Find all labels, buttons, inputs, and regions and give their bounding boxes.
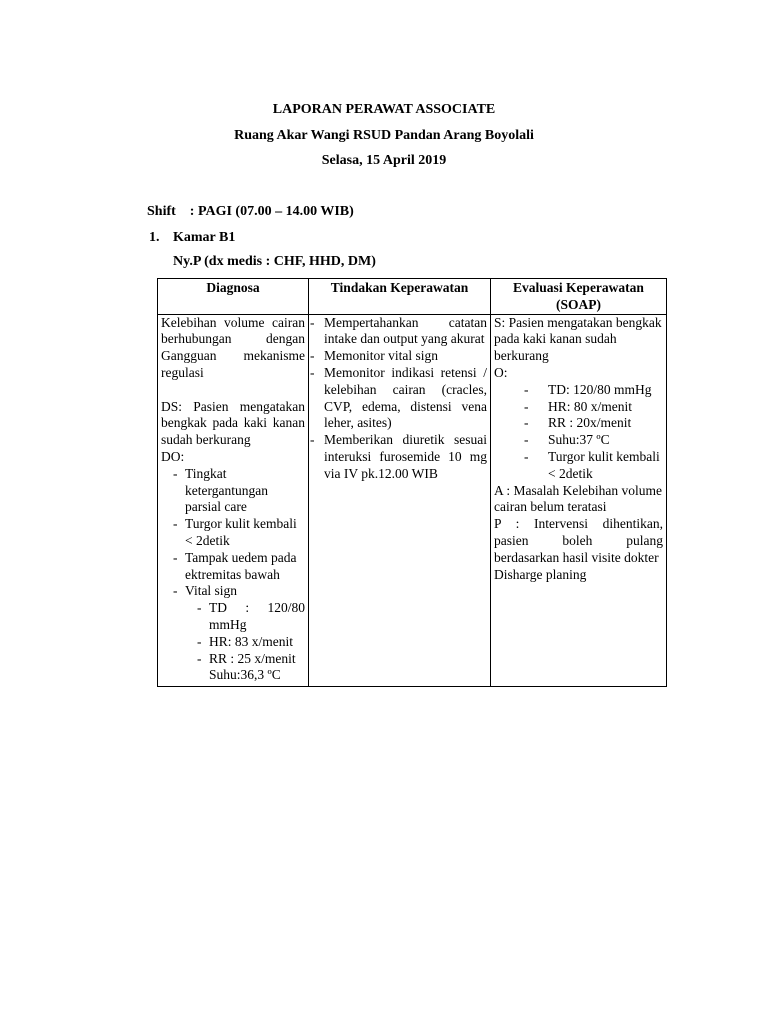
vital-sign-list [185,600,305,667]
evaluasi-extra: Disharge planing [494,566,587,582]
evaluasi-p: P : Intervensi dihentikan, pasien boleh pulang berdasarkan hasil visite dokter [494,516,663,565]
tindakan-list [312,315,487,483]
list-item: - HR: 83 x/menit [185,634,305,651]
report-location: Ruang Akar Wangi RSUD Pandan Arang Boyolali [234,128,534,143]
diagnosa-main: Kelebihan volume cairan berhubungan dengan Gangguan mekanisme regulasi [161,314,305,380]
diagnosa-ds: DS: Pasien mengatakan bengkak pada kaki kanan sudah berkurang [161,398,305,448]
list-item: - Suhu:37 ºC [524,432,663,449]
list-item: - Memonitor indikasi retensi / kelebihan cairan (cracles, CVP, edema, distensi vena leher, asites) [312,365,487,432]
list-item: - Memberikan diuretik sesuai interuksi furosemide 10 mg via IV pk.12.00 WIB [312,432,487,482]
header-diagnosa: Diagnosa [158,279,309,315]
list-item: - HR: 80 x/menit [524,399,663,416]
diagnosa-cell [158,314,309,687]
list-item: - Turgor kulit kembali < 2detik [524,449,663,483]
evaluasi-o-list [494,382,663,483]
list-item: - Memonitor vital sign [312,348,487,365]
list-item: - RR : 20x/menit [524,415,663,432]
evaluasi-s: S: Pasien mengatakan bengkak pada kaki kanan sudah berkurang [494,314,662,364]
room-name: Kamar B1 [173,230,236,245]
list-item [161,583,305,684]
shift-line: Shift : PAGI (07.00 – 14.00 WIB) [147,204,354,219]
list-item: - Tingkat ketergantungan parsial care [161,466,305,516]
patient-line: Ny.P (dx medis : CHF, HHD, DM) [173,254,376,269]
list-item: - RR : 25 x/menit [185,651,305,668]
table-row [158,314,667,687]
list-item: - TD : 120/80 mmHg [185,600,305,634]
report-title: LAPORAN PERAWAT ASSOCIATE [272,102,496,117]
header-evaluasi: Evaluasi Keperawatan (SOAP) [491,279,667,315]
report-date: Selasa, 15 April 2019 [321,153,447,168]
evaluasi-o-label: O: [494,364,508,380]
diagnosa-do-list [161,466,305,684]
nursing-table [157,278,667,687]
list-item: - Mempertahankan catatan intake dan output yang akurat [312,315,487,349]
list-item: - Tampak uedem pada ektremitas bawah [161,550,305,584]
room-heading [149,230,235,246]
evaluasi-a: A : Masalah Kelebihan volume cairan belum teratasi [494,482,662,515]
room-number: 1. [149,230,160,245]
header-tindakan: Tindakan Keperawatan [309,279,491,315]
list-item: - Turgor kulit kembali < 2detik [161,516,305,550]
table-header-row [158,279,667,315]
evaluasi-cell [491,314,667,687]
diagnosa-suhu: Suhu:36,3 ºC [209,667,281,683]
tindakan-cell [309,314,491,687]
vital-sign-label: Vital sign [185,583,238,599]
diagnosa-do-label: DO: [161,448,185,464]
list-item: - TD: 120/80 mmHg [524,382,663,399]
